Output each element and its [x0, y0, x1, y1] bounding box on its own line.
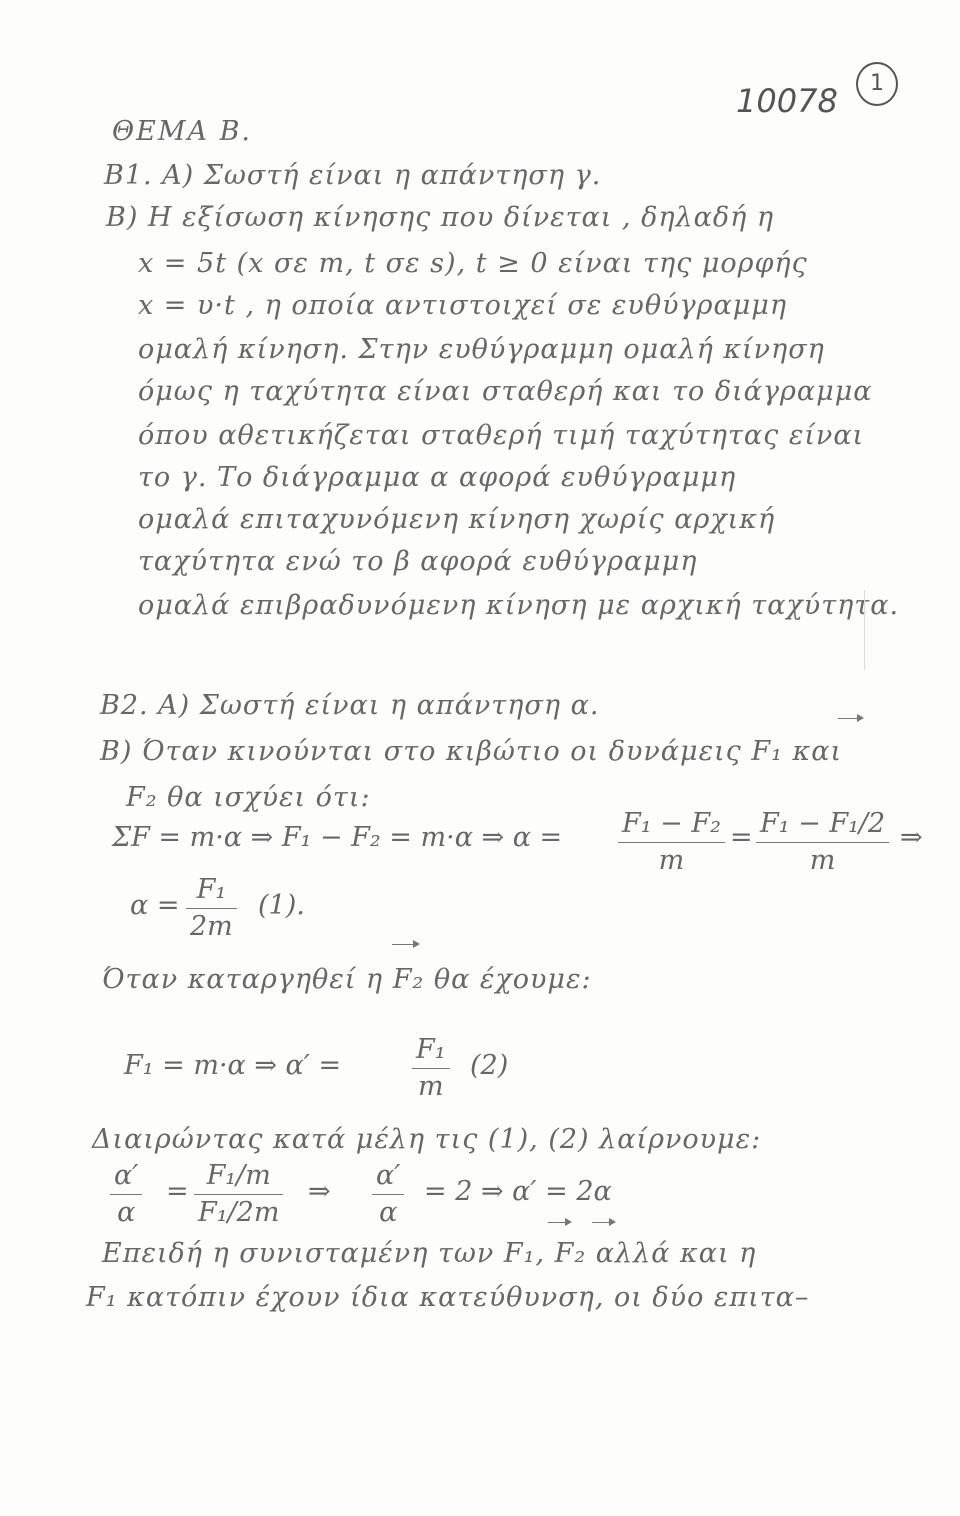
eq4-fraction-c-numerator: α′ — [376, 1160, 401, 1191]
b1-line-11: ομαλά επιβραδυνόμενη κίνηση με αρχική ταχύτητα. — [138, 590, 900, 621]
vector-arrow-f1 — [838, 718, 862, 719]
b1-line-6: όμως η ταχύτητα είναι σταθερή και το διάγραμμα — [138, 376, 873, 407]
b1-line-3: x = 5t (x σε m, t σε s), t ≥ 0 είναι της μορφής — [138, 248, 808, 279]
b2-line-2: Β) Όταν κινούνται στο κιβώτιο οι δυνάμεις F₁ και — [100, 736, 843, 767]
b1-line-7: όπου αθετικήζεται σταθερή τιμή ταχύτητας είναι — [138, 420, 865, 451]
eq4-fraction-a — [110, 1160, 142, 1228]
vector-arrow-f1b — [548, 1222, 570, 1223]
eq1-implies: ⇒ — [900, 822, 923, 853]
eq3-numerator: F₁ — [416, 1034, 446, 1065]
eq4-fraction-b-numerator: F₁/m — [206, 1160, 271, 1191]
b1-line-1: Β1. Α) Σωστή είναι η απάντηση γ. — [104, 160, 602, 191]
fraction-bar — [618, 842, 725, 843]
b2-line-7: F₁ κατόπιν έχουν ίδια κατεύθυνση, οι δύο επιτα– — [86, 1282, 810, 1313]
b2-line-6: Επειδή η συνισταμένη των F₁, F₂ αλλά και η — [102, 1238, 757, 1269]
eq1-fraction-1 — [618, 808, 725, 876]
eq1-fraction-1-numerator: F₁ − F₂ — [622, 808, 721, 839]
b2-line-1: Β2. Α) Σωστή είναι η απάντηση α. — [100, 690, 600, 721]
eq4-implies: ⇒ — [308, 1176, 331, 1207]
b2-line-3: F₂ θα ισχύει ότι: — [126, 782, 371, 813]
document-id: 10078 — [736, 82, 838, 120]
b1-line-2: Β) Η εξίσωση κίνησης που δίνεται , δηλαδή η — [106, 202, 775, 233]
eq1-equals: = — [730, 822, 753, 853]
vector-arrow-f2b — [592, 1222, 614, 1223]
b1-line-9: ομαλά επιταχυνόμενη κίνηση χωρίς αρχική — [138, 504, 776, 535]
fraction-bar — [372, 1194, 404, 1195]
eq4-fraction-c — [372, 1160, 404, 1228]
b1-line-5: ομαλή κίνηση. Στην ευθύγραμμη ομαλή κίνηση — [138, 334, 825, 365]
eq4-fraction-a-denominator: α — [117, 1197, 136, 1228]
b1-line-8: το γ. Το διάγραμμα α αφορά ευθύγραμμη — [138, 462, 737, 493]
fraction-bar — [412, 1068, 450, 1069]
eq1-fraction-2-numerator: F₁ − F₁/2 — [760, 808, 886, 839]
fraction-bar — [194, 1194, 283, 1195]
eq2-fraction — [186, 874, 237, 942]
eq3-denominator: m — [417, 1071, 444, 1102]
eq4-equals: = — [166, 1176, 189, 1207]
eq4-fraction-c-denominator: α — [379, 1197, 398, 1228]
b1-line-10: ταχύτητα ενώ το β αφορά ευθύγραμμη — [138, 546, 698, 577]
eq3-left: F₁ = m·α ⇒ α′ = — [124, 1050, 342, 1081]
b2-line-4: Όταν καταργηθεί η F₂ θα έχουμε: — [102, 964, 592, 995]
eq2-denominator: 2m — [190, 911, 233, 942]
eq1-fraction-1-denominator: m — [658, 845, 685, 876]
eq1-fraction-2 — [756, 808, 889, 876]
vector-arrow-f2 — [392, 944, 418, 945]
eq4-fraction-a-numerator: α′ — [114, 1160, 139, 1191]
eq1-left: ΣF = m·α ⇒ F₁ − F₂ = m·α ⇒ α = — [112, 822, 563, 853]
eq2-numerator: F₁ — [196, 874, 227, 905]
fraction-bar — [756, 842, 889, 843]
b1-line-4: x = υ·t , η οποία αντιστοιχεί σε ευθύγραμμη — [138, 290, 788, 321]
eq3-reference: (2) — [470, 1050, 509, 1081]
page-number-circle: 1 — [856, 62, 898, 106]
b2-line-5: Διαιρώντας κατά μέλη τις (1), (2) λαίρνουμε: — [92, 1124, 762, 1155]
eq2-reference: (1). — [258, 890, 305, 921]
eq1-fraction-2-denominator: m — [809, 845, 836, 876]
eq4-fraction-b-denominator: F₁/2m — [198, 1197, 280, 1228]
eq3-fraction — [412, 1034, 450, 1102]
eq4-result: = 2 ⇒ α′ = 2α — [424, 1176, 612, 1207]
eq4-fraction-b — [194, 1160, 283, 1228]
fraction-bar — [110, 1194, 142, 1195]
fraction-bar — [186, 908, 237, 909]
eq2-left: α = — [130, 890, 180, 921]
section-title: ΘΕΜΑ Β. — [112, 116, 252, 147]
margin-mark — [864, 590, 865, 670]
